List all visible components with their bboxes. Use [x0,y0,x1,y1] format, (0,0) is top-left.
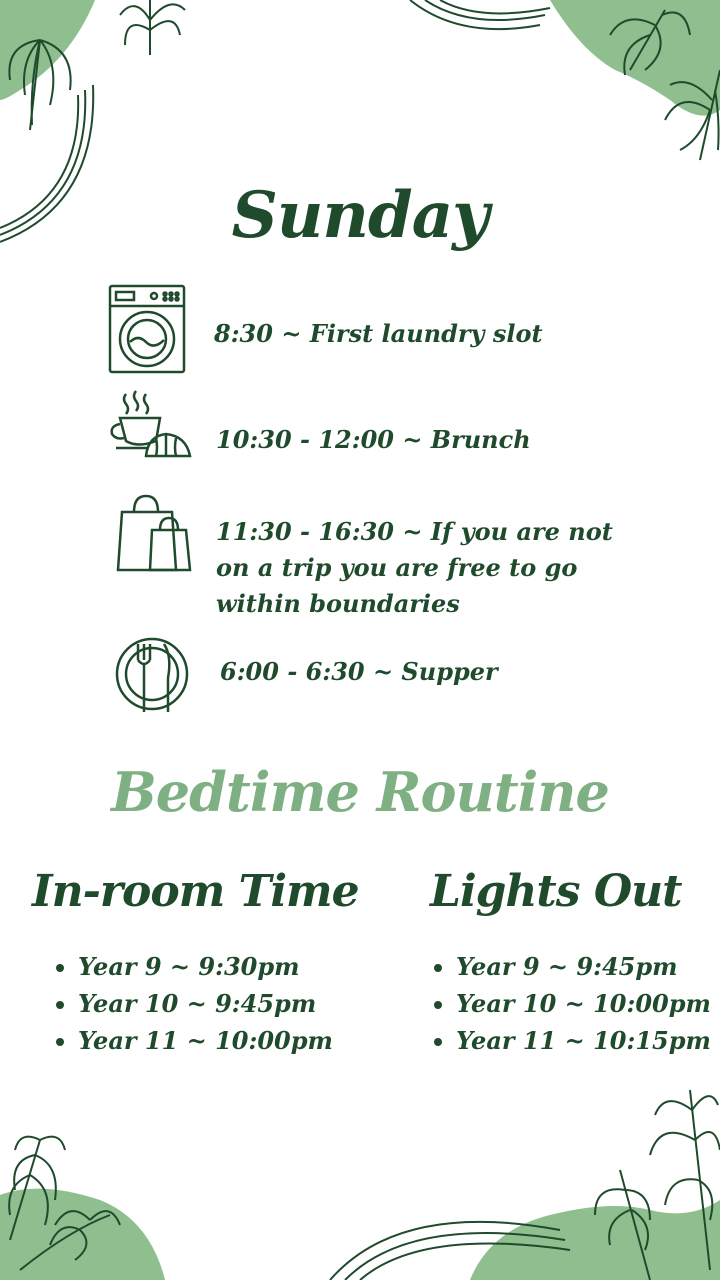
washing-machine-icon [108,284,186,378]
schedule-text: 10:30 - 12:00 ~ Brunch [216,425,531,454]
list-item: • Year 9 ~ 9:45pm [456,948,711,985]
list-item: • Year 11 ~ 10:15pm [456,1022,711,1059]
list-item: • Year 10 ~ 10:00pm [456,985,711,1022]
in-room-time-heading: In-room Time [32,866,359,917]
schedule-text: 11:30 - 16:30 ~ If you are not on a trip you are free to go within boundaries [216,517,613,618]
schedule-text: 6:00 - 6:30 ~ Supper [220,657,498,686]
bedtime-routine-heading: Bedtime Routine [111,760,609,824]
schedule-item [0,636,720,716]
plate-cutlery-icon [114,636,190,720]
shopping-bags-icon [116,494,194,578]
schedule-item [0,386,720,466]
bottom-left-leaf-decoration [0,1130,200,1280]
list-item: • Year 9 ~ 9:30pm [78,948,333,985]
schedule-item [0,494,720,624]
coffee-croissant-icon [108,386,194,466]
list-item: • Year 11 ~ 10:00pm [78,1022,333,1059]
top-right-leaf-decoration [400,0,720,170]
bottom-right-leaf-decoration [320,1080,720,1280]
schedule-text: 8:30 ~ First laundry slot [214,319,543,348]
lights-out-heading: Lights Out [430,866,682,917]
list-item: • Year 10 ~ 9:45pm [78,985,333,1022]
in-room-time-list [52,948,333,1059]
lights-out-list [430,948,711,1059]
schedule-item [0,284,720,376]
page-title: Sunday [231,178,489,253]
